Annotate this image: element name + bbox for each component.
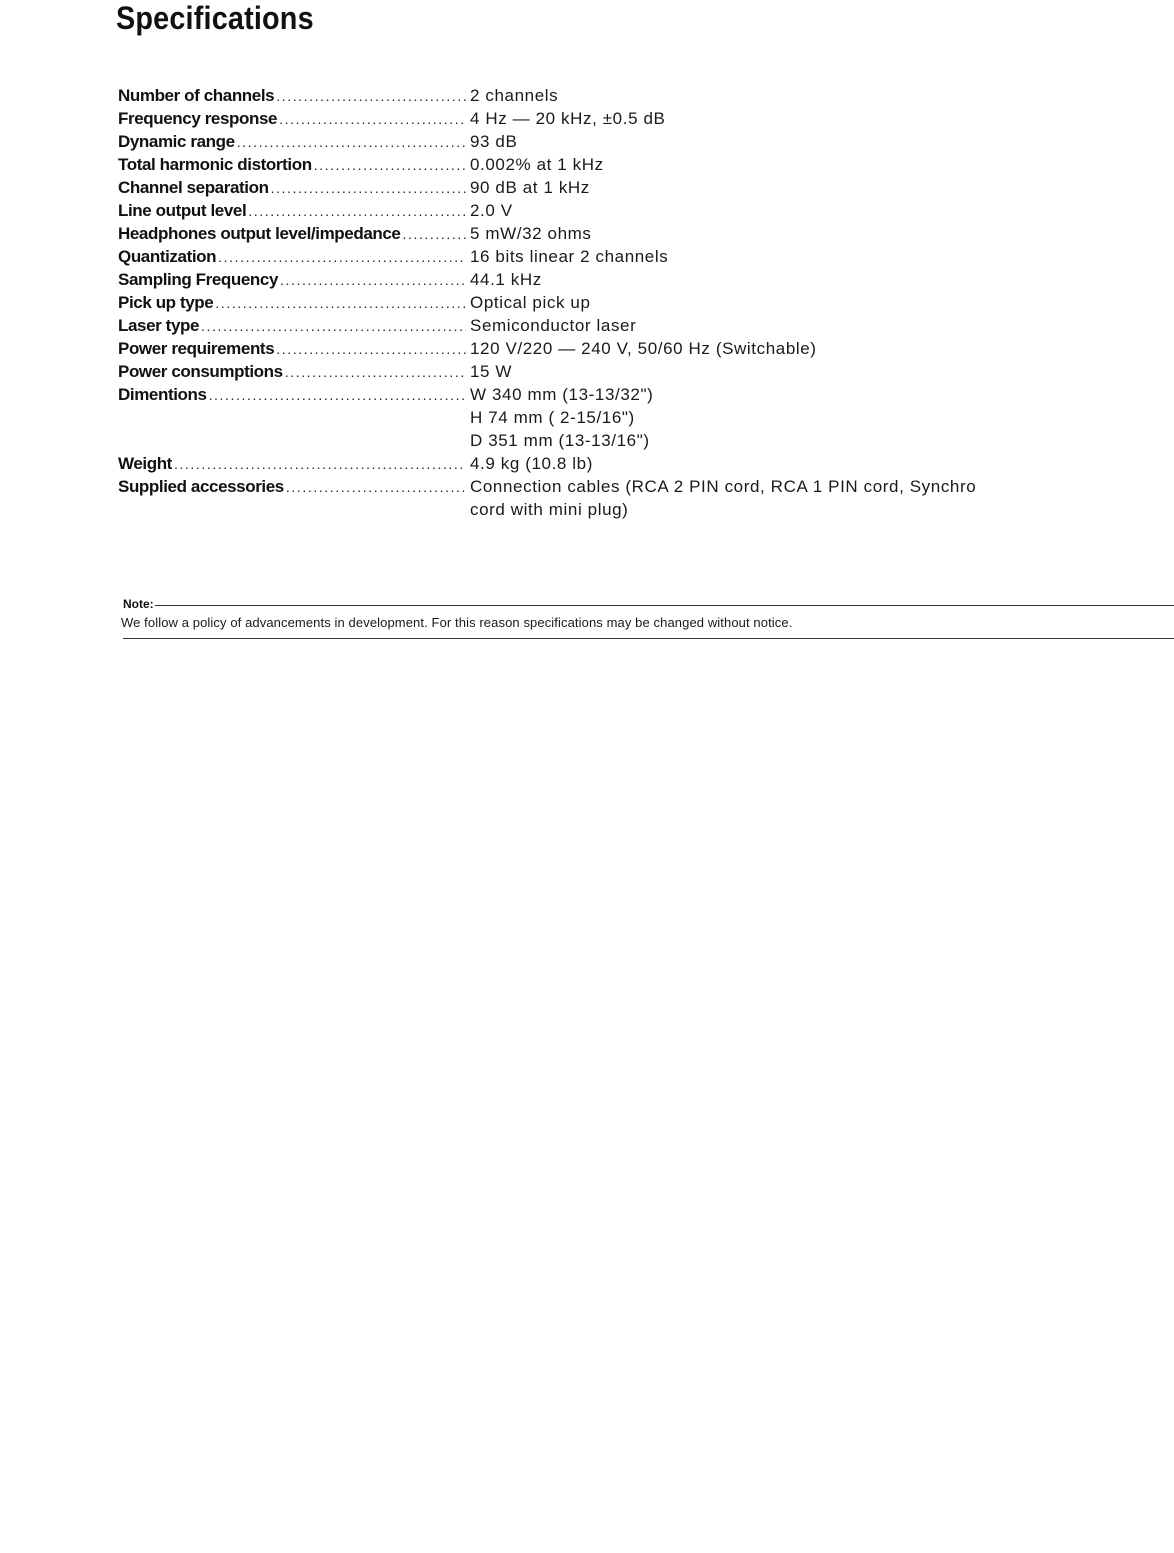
- note-label: Note:: [123, 597, 154, 611]
- dot-leader: [279, 108, 466, 130]
- spec-label-wrap: [118, 130, 470, 153]
- spec-label-wrap: [118, 314, 470, 337]
- spec-value: 93 dB: [470, 132, 518, 151]
- spec-label: Headphones output level/impedance: [118, 224, 401, 243]
- spec-label: Line output level: [118, 201, 247, 220]
- note-top-rule: [155, 605, 1174, 606]
- spec-label-wrap: [118, 176, 470, 199]
- note-block: [123, 594, 1174, 639]
- spec-values: [470, 475, 1078, 521]
- spec-label: Weight: [118, 454, 172, 473]
- spec-label-wrap: [118, 383, 470, 406]
- spec-value: 0.002% at 1 kHz: [470, 155, 604, 174]
- spec-row: [118, 452, 1078, 475]
- spec-label: Quantization: [118, 247, 217, 266]
- dot-leader: [215, 292, 466, 314]
- spec-label-wrap: [118, 337, 470, 360]
- dot-leader: [271, 177, 466, 199]
- note-text: We follow a policy of advancements in development. For this reason specifications may be changed without notice.: [121, 615, 793, 630]
- spec-row: [118, 153, 1078, 176]
- spec-value: 16 bits linear 2 channels: [470, 247, 669, 266]
- spec-label: Power consumptions: [118, 362, 283, 381]
- spec-values: [470, 199, 1078, 222]
- spec-values: [470, 222, 1078, 245]
- spec-label: Channel separation: [118, 178, 269, 197]
- spec-label: Dimentions: [118, 385, 207, 404]
- spec-label: Laser type: [118, 316, 200, 335]
- note-bottom-rule: [123, 638, 1174, 639]
- spec-values: [470, 153, 1078, 176]
- spec-row: [118, 107, 1078, 130]
- spec-row: [118, 199, 1078, 222]
- spec-values: [470, 130, 1078, 153]
- spec-label: Dynamic range: [118, 132, 235, 151]
- dot-leader: [286, 476, 466, 498]
- spec-row: [118, 176, 1078, 199]
- spec-label-wrap: [118, 84, 470, 107]
- spec-value: W 340 mm (13-13/32"): [470, 385, 654, 404]
- spec-row: [118, 337, 1078, 360]
- spec-value: 15 W: [470, 362, 513, 381]
- spec-row: [118, 475, 1078, 521]
- spec-label-wrap: [118, 199, 470, 222]
- spec-value: D 351 mm (13-13/16"): [470, 431, 650, 450]
- spec-values: [470, 452, 1078, 475]
- spec-values: [470, 176, 1078, 199]
- spec-value: 2.0 V: [470, 201, 513, 220]
- spec-row: [118, 383, 1078, 452]
- spec-label-wrap: [118, 475, 470, 498]
- spec-label-wrap: [118, 245, 470, 268]
- spec-value: H 74 mm ( 2-15/16"): [470, 408, 635, 427]
- spec-label: Pick up type: [118, 293, 214, 312]
- page-title: Specifications: [116, 0, 314, 36]
- dot-leader: [276, 85, 466, 107]
- spec-values: [470, 383, 1078, 452]
- spec-value: 5 mW/32 ohms: [470, 224, 592, 243]
- spec-values: [470, 337, 1078, 360]
- spec-label: Sampling Frequency: [118, 270, 279, 289]
- spec-label: Supplied accessories: [118, 477, 284, 496]
- spec-values: [470, 291, 1078, 314]
- dot-leader: [209, 384, 466, 406]
- dot-leader: [237, 131, 466, 153]
- dot-leader: [174, 453, 466, 475]
- spec-label: Number of channels: [118, 86, 275, 105]
- spec-row: [118, 360, 1078, 383]
- spec-values: [470, 84, 1078, 107]
- spec-label-wrap: [118, 291, 470, 314]
- spec-row: [118, 245, 1078, 268]
- dot-leader: [218, 246, 466, 268]
- spec-value: 120 V/220 — 240 V, 50/60 Hz (Switchable): [470, 339, 817, 358]
- spec-label: Total harmonic distortion: [118, 155, 312, 174]
- spec-label-wrap: [118, 222, 470, 245]
- spec-value: 4.9 kg (10.8 lb): [470, 454, 593, 473]
- spec-label-wrap: [118, 452, 470, 475]
- spec-value: Optical pick up: [470, 293, 591, 312]
- spec-values: [470, 245, 1078, 268]
- spec-label-wrap: [118, 360, 470, 383]
- spec-row: [118, 291, 1078, 314]
- spec-value: cord with mini plug): [470, 500, 629, 519]
- spec-row: [118, 314, 1078, 337]
- spec-values: [470, 107, 1078, 130]
- spec-row: [118, 130, 1078, 153]
- dot-leader: [314, 154, 466, 176]
- dot-leader: [276, 338, 466, 360]
- dot-leader: [248, 200, 466, 222]
- spec-values: [470, 314, 1078, 337]
- spec-value: 4 Hz — 20 kHz, ±0.5 dB: [470, 109, 666, 128]
- dot-leader: [201, 315, 466, 337]
- dot-leader: [402, 223, 466, 245]
- spec-label: Power requirements: [118, 339, 275, 358]
- spec-label-wrap: [118, 107, 470, 130]
- spec-value: 44.1 kHz: [470, 270, 542, 289]
- spec-value: 2 channels: [470, 86, 559, 105]
- spec-list: [118, 84, 1078, 521]
- note-header: [123, 594, 1174, 614]
- spec-value: Connection cables (RCA 2 PIN cord, RCA 1 PIN cord, Synchro: [470, 477, 977, 496]
- dot-leader: [280, 269, 466, 291]
- spec-label: Frequency response: [118, 109, 278, 128]
- dot-leader: [285, 361, 466, 383]
- spec-row: [118, 268, 1078, 291]
- spec-value: 90 dB at 1 kHz: [470, 178, 590, 197]
- spec-label-wrap: [118, 268, 470, 291]
- spec-value: Semiconductor laser: [470, 316, 637, 335]
- spec-row: [118, 84, 1078, 107]
- spec-values: [470, 268, 1078, 291]
- spec-label-wrap: [118, 153, 470, 176]
- spec-row: [118, 222, 1078, 245]
- spec-values: [470, 360, 1078, 383]
